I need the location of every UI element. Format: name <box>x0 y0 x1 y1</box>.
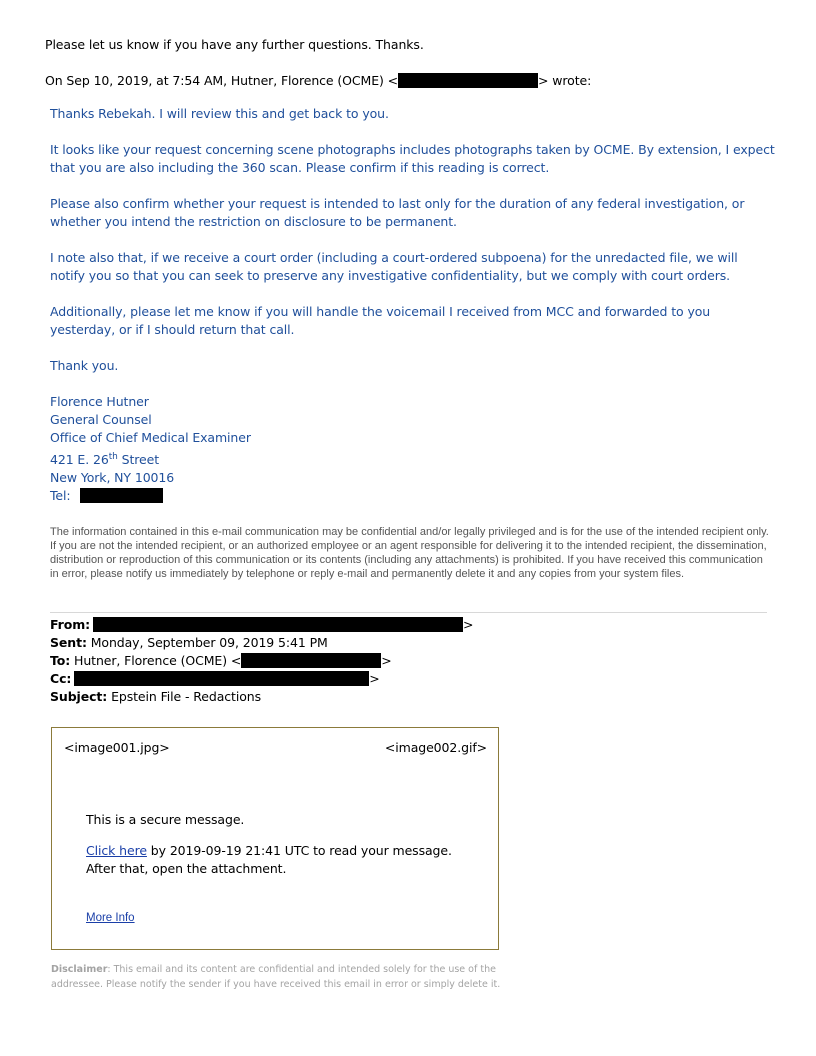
from-label: From: <box>50 617 91 632</box>
message-paragraph-5: Additionally, please let me know if you will handle the voicemail I received from MCC and forwarded to you yesterday, or if I should return that call. <box>50 304 711 337</box>
header-to: To: Hutner, Florence (OCME) < > <box>50 653 392 668</box>
header-cc: Cc: > <box>50 671 380 686</box>
confidentiality-notice: The information contained in this e-mail communication may be confidential and/or legally privileged and is for the use of the intended recipient only. If you are not the intended recipient, or an authorized employee or an agent responsible for delivering it to the intended recipient, the dissemination, distribution or reproduction of this communication or its contents (including any attachments) is prohibited. If you have received this communication in error, please notify us immediately by telephone or reply e-mail and permanently delete it and any copies from your system files. <box>50 526 769 580</box>
to-label: To: <box>50 653 71 668</box>
attribution-suffix: > wrote: <box>538 73 592 88</box>
disclaimer-label: Disclaimer <box>51 964 108 975</box>
click-here-link[interactable]: Click here <box>86 843 147 858</box>
header-subject <box>50 688 261 706</box>
redacted-phone <box>80 488 163 503</box>
attribution-prefix: On Sep 10, 2019, at 7:54 AM, Hutner, Florence (OCME) < <box>45 73 399 88</box>
message-paragraph-3: Please also confirm whether your request is intended to last only for the duration of any federal investigation, or whether you intend the restriction on disclosure to be permanent. <box>50 196 745 229</box>
header-from: From: > <box>50 617 474 632</box>
subject-label: Subject: <box>50 689 108 704</box>
signature-office: Office of Chief Medical Examiner <box>50 430 251 445</box>
message-paragraph-1: Thanks Rebekah. I will review this and get back to you. <box>50 106 389 121</box>
footer-disclaimer <box>51 962 503 992</box>
header-divider <box>50 612 767 613</box>
signature-title: General Counsel <box>50 412 152 427</box>
tel-label: Tel: <box>50 488 71 503</box>
subject-value: Epstein File - Redactions <box>111 689 261 704</box>
sent-label: Sent: <box>50 635 87 650</box>
secure-message-box <box>51 727 499 950</box>
quoted-attribution <box>45 72 591 90</box>
redacted-cc <box>74 671 369 686</box>
message-paragraph-2: It looks like your request concerning scene photographs includes photographs taken by OCME. By extension, I expect that you are also including the 360 scan. Please confirm if this reading is correct. <box>50 142 775 175</box>
redacted-from <box>93 617 463 632</box>
closing-line: Please let us know if you have any further questions. Thanks. <box>45 37 424 52</box>
sent-value: Monday, September 09, 2019 5:41 PM <box>90 635 328 650</box>
to-value: Hutner, Florence (OCME) < <box>74 653 242 668</box>
redacted-email <box>398 73 538 88</box>
message-paragraph-6: Thank you. <box>50 358 119 373</box>
more-info-link[interactable]: More Info <box>86 912 135 924</box>
signature-name: Florence Hutner <box>50 394 149 409</box>
cc-label: Cc: <box>50 671 72 686</box>
image002-placeholder: <image002.gif> <box>384 740 487 755</box>
after-that-text: After that, open the attachment. <box>86 861 287 876</box>
message-paragraph-4: I note also that, if we receive a court order (including a court-ordered subpoena) for the unredacted file, we will notify you so that you can seek to preserve any investigative confidentiality, but we comply with court orders. <box>50 250 738 283</box>
signature-tel <box>50 487 163 505</box>
redacted-to <box>241 653 381 668</box>
disclaimer-text: : This email and its content are confidential and intended solely for the use of the addressee. Please notify the sender if you have received this email in error or simply delete it. <box>51 964 501 990</box>
secure-message-text: This is a secure message. <box>86 812 245 827</box>
signature-street: 421 E. 26th Street <box>50 451 159 467</box>
header-sent <box>50 634 328 652</box>
signature-city: New York, NY 10016 <box>50 470 175 485</box>
click-here-line: Click here by 2019-09-19 21:41 UTC to read your message. <box>86 843 452 858</box>
image001-placeholder: <image001.jpg> <box>64 740 170 755</box>
